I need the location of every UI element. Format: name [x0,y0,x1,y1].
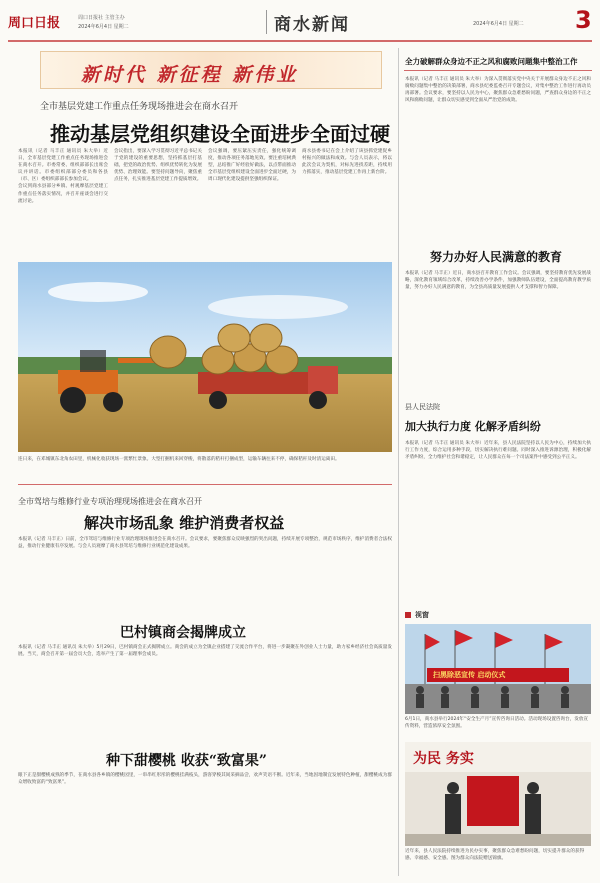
issue-date: 2024年6月4日 星期二 [473,21,524,27]
story2-kicker: 全市驾培与维修行业专项治理现场推进会在商水召开 [18,497,202,506]
story4-body: 眼下正是甜樱桃成熟的季节，在商水县各乡镇的樱桃园里，一串串红彤彤的樱桃挂满枝头，游客穿梭其间采摘品尝，欢声笑语不断。近年来，当地因地制宜发展特色种植，甜樱桃成为群众增收致富的“致富果”。 [18,773,392,786]
page-number: 3 [575,6,592,34]
right-story1-body: 本报讯（记者 马丰正 通讯员 朱大举）为深入贯彻落实党中央关于开展群众身边不正之风和腐败问题集中整治的决策部署，商水县纪委监委召开专题会议，对集中整治工作进行再动员再部署。会议要求，要坚持以人民为中心，聚焦群众急难愁盼问题，严查群众身边的不正之风和腐败问题，让群众切实感受到全面从严治党的成效。 [405,77,591,104]
lead-body-col2: 会议指出，要深入学习贯彻习近平总书记关于党的建设的重要思想，坚持抓基层打基础，把党的政治优势、组织优势转化为发展优势、治理效能。要坚持问题导向，聚焦重点任务，扎实推进基层党建工作提质增效。 [114,149,202,183]
story2-headline: 解决市场乱象 维护消费者权益 [84,514,285,532]
story2-body: 本报讯（记者 马丰正）日前，全市驾培与维修行业专项治理现场推进会在商水召开。会议要求，要聚焦群众反映强烈的突出问题，持续开展专项整治，规范市场秩序，维护消费者合法权益，推动行业健康有序发展。与会人员观摩了商水县驾培与维修行业规范化建设成果。 [18,537,392,550]
masthead [8,6,592,40]
right-story1-headline: 全力破解群众身边不正之风和腐败问题集中整治工作 [405,57,578,66]
column-divider [398,48,399,876]
pennant-photo [405,742,591,846]
story3-headline: 巴村镇商会揭牌成立 [120,625,246,641]
masthead-rule [8,40,592,42]
newspaper-logo: 周口日报 [8,16,61,31]
section-name: 商水新闻 [274,15,350,35]
divider-1 [18,484,392,485]
lead-headline: 推动基层党组织建设全面进步全面过硬 [50,122,390,146]
right-story3-body: 本报讯（记者 马丰正 通讯员 朱大举）近年来，县人民法院坚持以人民为中心，持续加大执行工作力度，综合运用多种手段，切实解决执行难问题。同时深入推进诉源治理，积极化解矛盾纠纷，全力维护社会和谐稳定，让人民群众在每一个司法案件中感受到公平正义。 [405,441,591,461]
lead-body-col3: 会议强调，要压紧压实责任，强化统筹调度，推动各项任务落地见效。要注重培树典型，总结推广好经验好做法，以点带面推动全市基层党组织建设全面进步全面过硬，为周口现代化建设提供坚强组织保证。 [208,149,296,183]
masthead-info-line2: 2024年6月4日 星期二 [78,24,129,30]
ceremony-photo [405,624,591,714]
view-section-tag [405,610,429,620]
story3-body: 本报讯（记者 马丰正 通讯员 朱大举）5月29日，巴村镇商会正式揭牌成立。商会的成立为全镇企业搭建了交流合作平台，将进一步凝聚在外创业人士力量，助力家乡经济社会高质量发展。当天，商会召开第一届会员大会，选举产生了第一届理事会成员。 [18,645,392,658]
harvest-photo-illustration [18,262,392,452]
right-story3-headline: 加大执行力度 化解矛盾纠纷 [405,420,541,433]
masthead-info-line1: 周口日报社 主管主办 [78,15,125,21]
harvest-photo [18,262,392,452]
right-story2-body: 本报讯（记者 马丰正）近日，商水县召开教育工作会议。会议强调，要坚持教育优先发展战略，深化教育领域综合改革，持续改善办学条件，加强教师队伍建设，全面提高教育教学质量，努力办好人民满意的教育，为全县高质量发展提供人才支撑和智力保障。 [405,271,591,291]
lead-body-col4: 商水县委书记在会上介绍了该县抓党建促乡村振兴的做法和成效。与会人员表示，将以此次会议为契机，对标先进找差距，持续用力抓落实，推动基层党建工作再上新台阶。 [302,149,392,176]
lead-kicker: 全市基层党建工作重点任务现场推进会在商水召开 [40,102,239,112]
pennant-banner-text: 为民 务实 [413,751,474,767]
right-story1-rule [404,70,592,71]
theme-banner [40,51,382,89]
harvest-photo-caption: 连日来，在邓城镇东北角农田里，机械化收获现场一派繁忙景象。大型打捆机来回穿梭，将散落的秸秆打捆成型，运输车辆往来不停，确保秸秆及时清运离田。 [18,457,340,462]
right-story2-headline: 努力办好人民满意的教育 [430,250,563,264]
story4-headline: 种下甜樱桃 收获“致富果” [106,753,267,769]
masthead-divider [266,10,267,34]
ceremony-photo-illustration [405,624,591,714]
view-section-label: 视窗 [415,611,429,619]
ceremony-banner-text: 扫黑除恶宣传 启动仪式 [433,671,506,679]
lead-body-col1: 本报讯（记者 马丰正 通讯员 朱大举）近日，全市基层党建工作重点任务现场推进会在商水召开。市委常委、组织部部长出席会议并讲话。市委组织部部分委员和各县（市、区）委组织部部长参加会议。 会议到商水县部分乡镇、村观摩基层党建工作重点任务落实情况，并召开座谈会进行交流讨论。 [18,149,108,204]
ceremony-photo-caption: 6月1日，商水县举行2024年“安全生产月”宣传咨询日活动。活动现场设置咨询台，发放宣传资料，营造浓厚安全氛围。 [405,717,589,729]
section-marker-icon [405,612,411,618]
right-story3-kicker: 县人民法院 [405,403,440,411]
pennant-photo-caption: 近年来，县人民法院持续推进为民办实事，聚焦群众急难愁盼问题，切实提升群众的获得感、幸福感、安全感。图为群众向法院赠送锦旗。 [405,849,585,861]
theme-banner-text: 新时代 新征程 新伟业 [81,64,299,86]
